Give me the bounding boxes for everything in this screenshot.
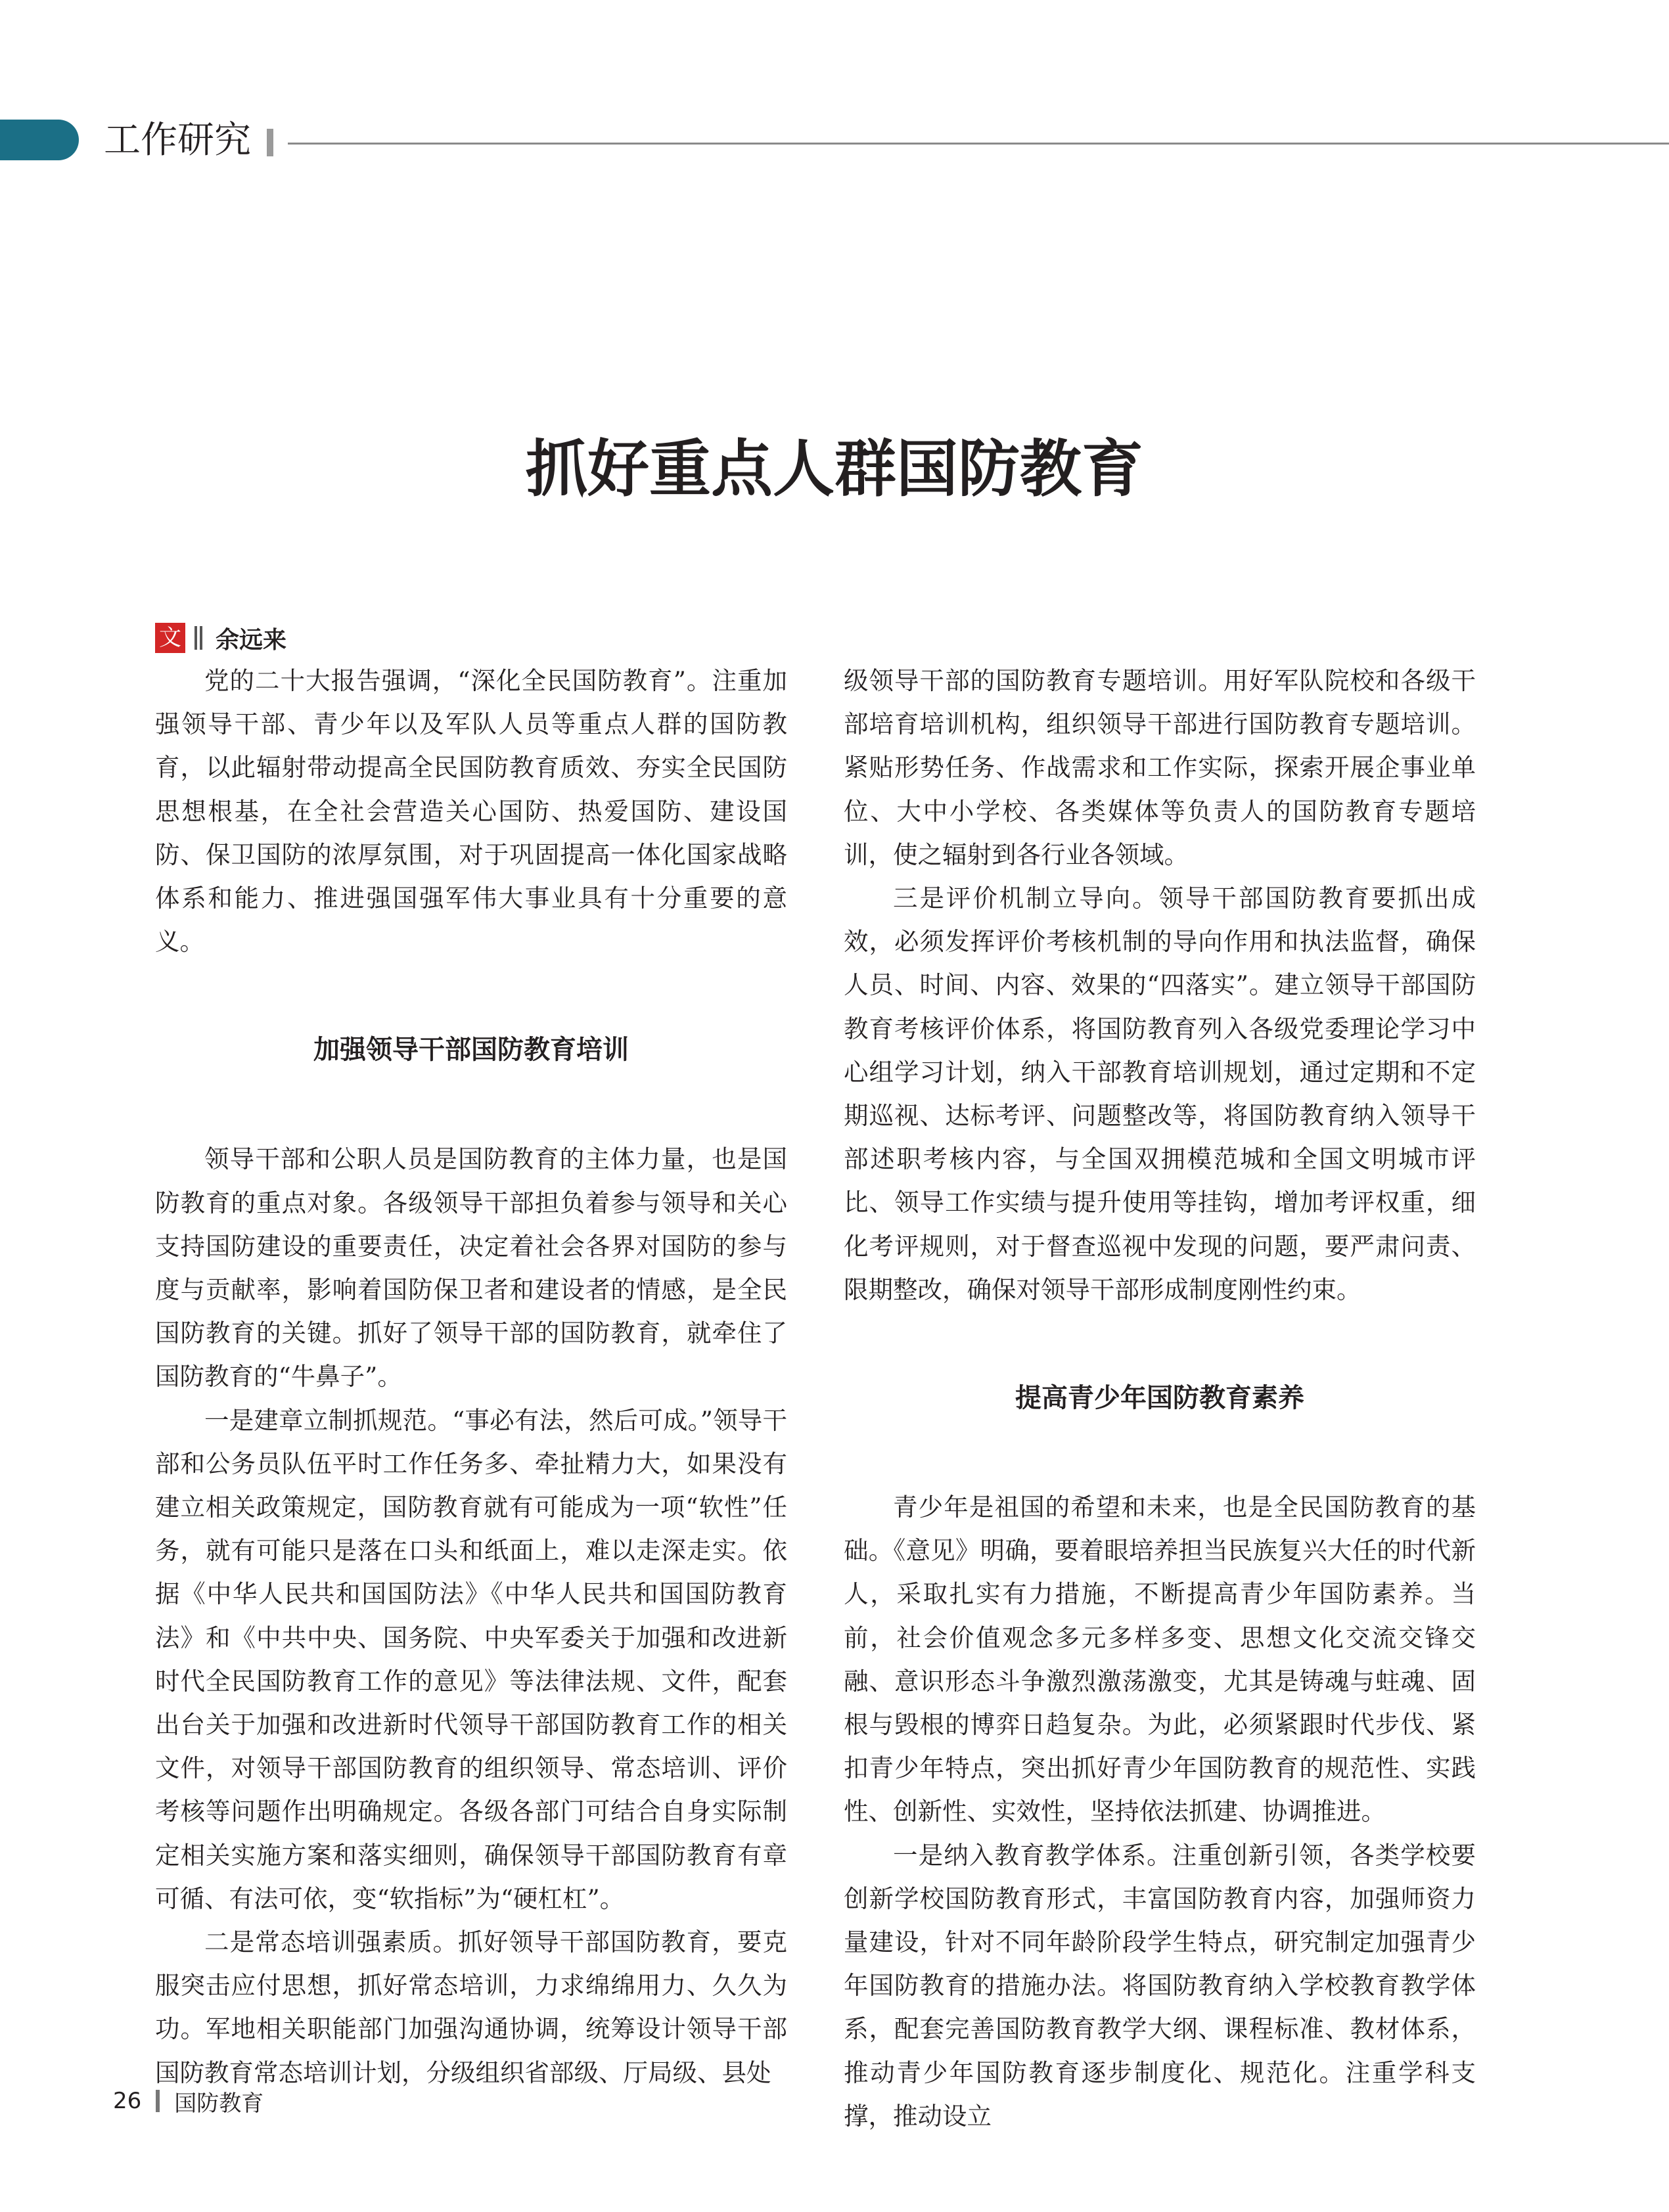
magazine-name: 国防教育 <box>174 2090 264 2117</box>
article-title: 抓好重点人群国防教育 <box>525 434 1143 505</box>
byline <box>155 623 286 653</box>
body-paragraph: 领导干部和公职人员是国防教育的主体力量，也是国防教育的重点对象。各级领导干部担负着参与领导和关心支持国防建设的重要责任，决定着社会各界对国防的参与度与贡献率，影响着国防保卫者和建设者的情感，是全民国防教育的关键。抓好了领导干部的国防教育，就牵住了国防教育的“牛鼻子”。 <box>155 1144 787 1391</box>
author-name: 余远来 <box>216 626 287 654</box>
author-mark-badge: 文 <box>155 623 185 653</box>
body-paragraph: 青少年是祖国的希望和未来，也是全民国防教育的基础。《意见》明确，要着眼培养担当民族复兴大任的时代新人，采取扎实有力措施，不断提高青少年国防素养。当前，社会价值观念多元多样多变、思想文化交流交锋交融、意识形态斗争激烈激荡激变，尤其是铸魂与蛀魂、固根与毁根的博弈日趋复杂。为此，必须紧跟时代步伐、紧扣青少年特点，突出抓好青少年国防教育的规范性、实践性、创新性、实效性，坚持依法抓建、协调推进。 <box>844 1493 1476 1826</box>
body-paragraph: 一是建章立制抓规范。“事必有法，然后可成。”领导干部和公务员队伍平时工作任务多、牵扯精力大，如果没有建立相关政策规定，国防教育就有可能成为一项“软性”任务，就有可能只是落在口头和纸面上，难以走深走实。依据《中华人民共和国国防法》《中华人民共和国国防教育法》和《中共中央、国务院、中央军委关于加强和改进新时代全民国防教育工作的意见》等法律法规、文件，配套出台关于加强和改进新时代领导干部国防教育工作的相关文件，对领导干部国防教育的组织领导、常态培训、评价考核等问题作出明确规定。各级各部门可结合自身实际制定相关实施方案和落实细则，确保领导干部国防教育有章可循、有法可依，变“软指标”为“硬杠杠”。 <box>155 1405 787 1913</box>
body-paragraph: 三是评价机制立导向。领导干部国防教育要抓出成效，必须发挥评价考核机制的导向作用和执法监督，确保人员、时间、内容、效果的“四落实”。建立领导干部国防教育考核评价体系，将国防教育列入各级党委理论学习中心组学习计划，纳入干部教育培训规划，通过定期和不定期巡视、达标考评、问题整改等，将国防教育纳入领导干部述职考核内容，与全国双拥模范城和全国文明城市评比、领导工作实绩与提升使用等挂钩，增加考评权重，细化考评规则，对于督查巡视中发现的问题，要严肃问责、限期整改，确保对领导干部形成制度刚性约束。 <box>844 884 1476 1304</box>
header-rule <box>288 143 1669 145</box>
body-paragraph-continued: 级领导干部的国防教育专题培训。用好军队院校和各级干部培育培训机构，组织领导干部进行国防教育专题培训。紧贴形势任务、作战需求和工作实际，探索开展企事业单位、大中小学校、各类媒体等负责人的国防教育专题培训，使之辐射到各行业各领域。 <box>844 666 1476 869</box>
section-label: 工作研究 <box>104 119 251 162</box>
section-color-tab <box>0 120 79 160</box>
page-number: 26 <box>113 2088 142 2114</box>
section-heading-leaders: 加强领导干部国防教育培训 <box>313 1035 629 1066</box>
right-column <box>844 659 1476 2138</box>
byline-divider <box>194 626 197 650</box>
section-label-divider <box>267 129 273 156</box>
body-paragraph: 一是纳入教育教学体系。注重创新引领，各类学校要创新学校国防教育形式，丰富国防教育内容，加强师资力量建设，针对不同年龄阶段学生特点，研究制定加强青少年国防教育的措施办法。将国防教育纳入学校教育教学体系，配套完善国防教育教学大纲、课程标准、教材体系，推动青少年国防教育逐步制度化、规范化。注重学科支撑，推动设立 <box>844 1840 1476 2131</box>
section-heading-youth: 提高青少年国防教育素养 <box>1015 1383 1304 1414</box>
footer-divider <box>156 2090 160 2112</box>
intro-paragraph: 党的二十大报告强调，“深化全民国防教育”。注重加强领导干部、青少年以及军队人员等重点人群的国防教育，以此辐射带动提高全民国防教育质效、夯实全民国防思想根基，在全社会营造关心国防、热爱国防、建设国防、保卫国防的浓厚氛围，对于巩固提高一体化国家战略体系和能力、推进强国强军伟大事业具有十分重要的意义。 <box>155 666 787 957</box>
left-column <box>155 659 787 2094</box>
body-paragraph: 二是常态培训强素质。抓好领导干部国防教育，要克服突击应付思想，抓好常态培训，力求绵绵用力、久久为功。军地相关职能部门加强沟通协调，统筹设计领导干部国防教育常态培训计划，分级组织省部级、厅局级、县处 <box>155 1928 787 2087</box>
page-footer <box>113 2084 263 2118</box>
